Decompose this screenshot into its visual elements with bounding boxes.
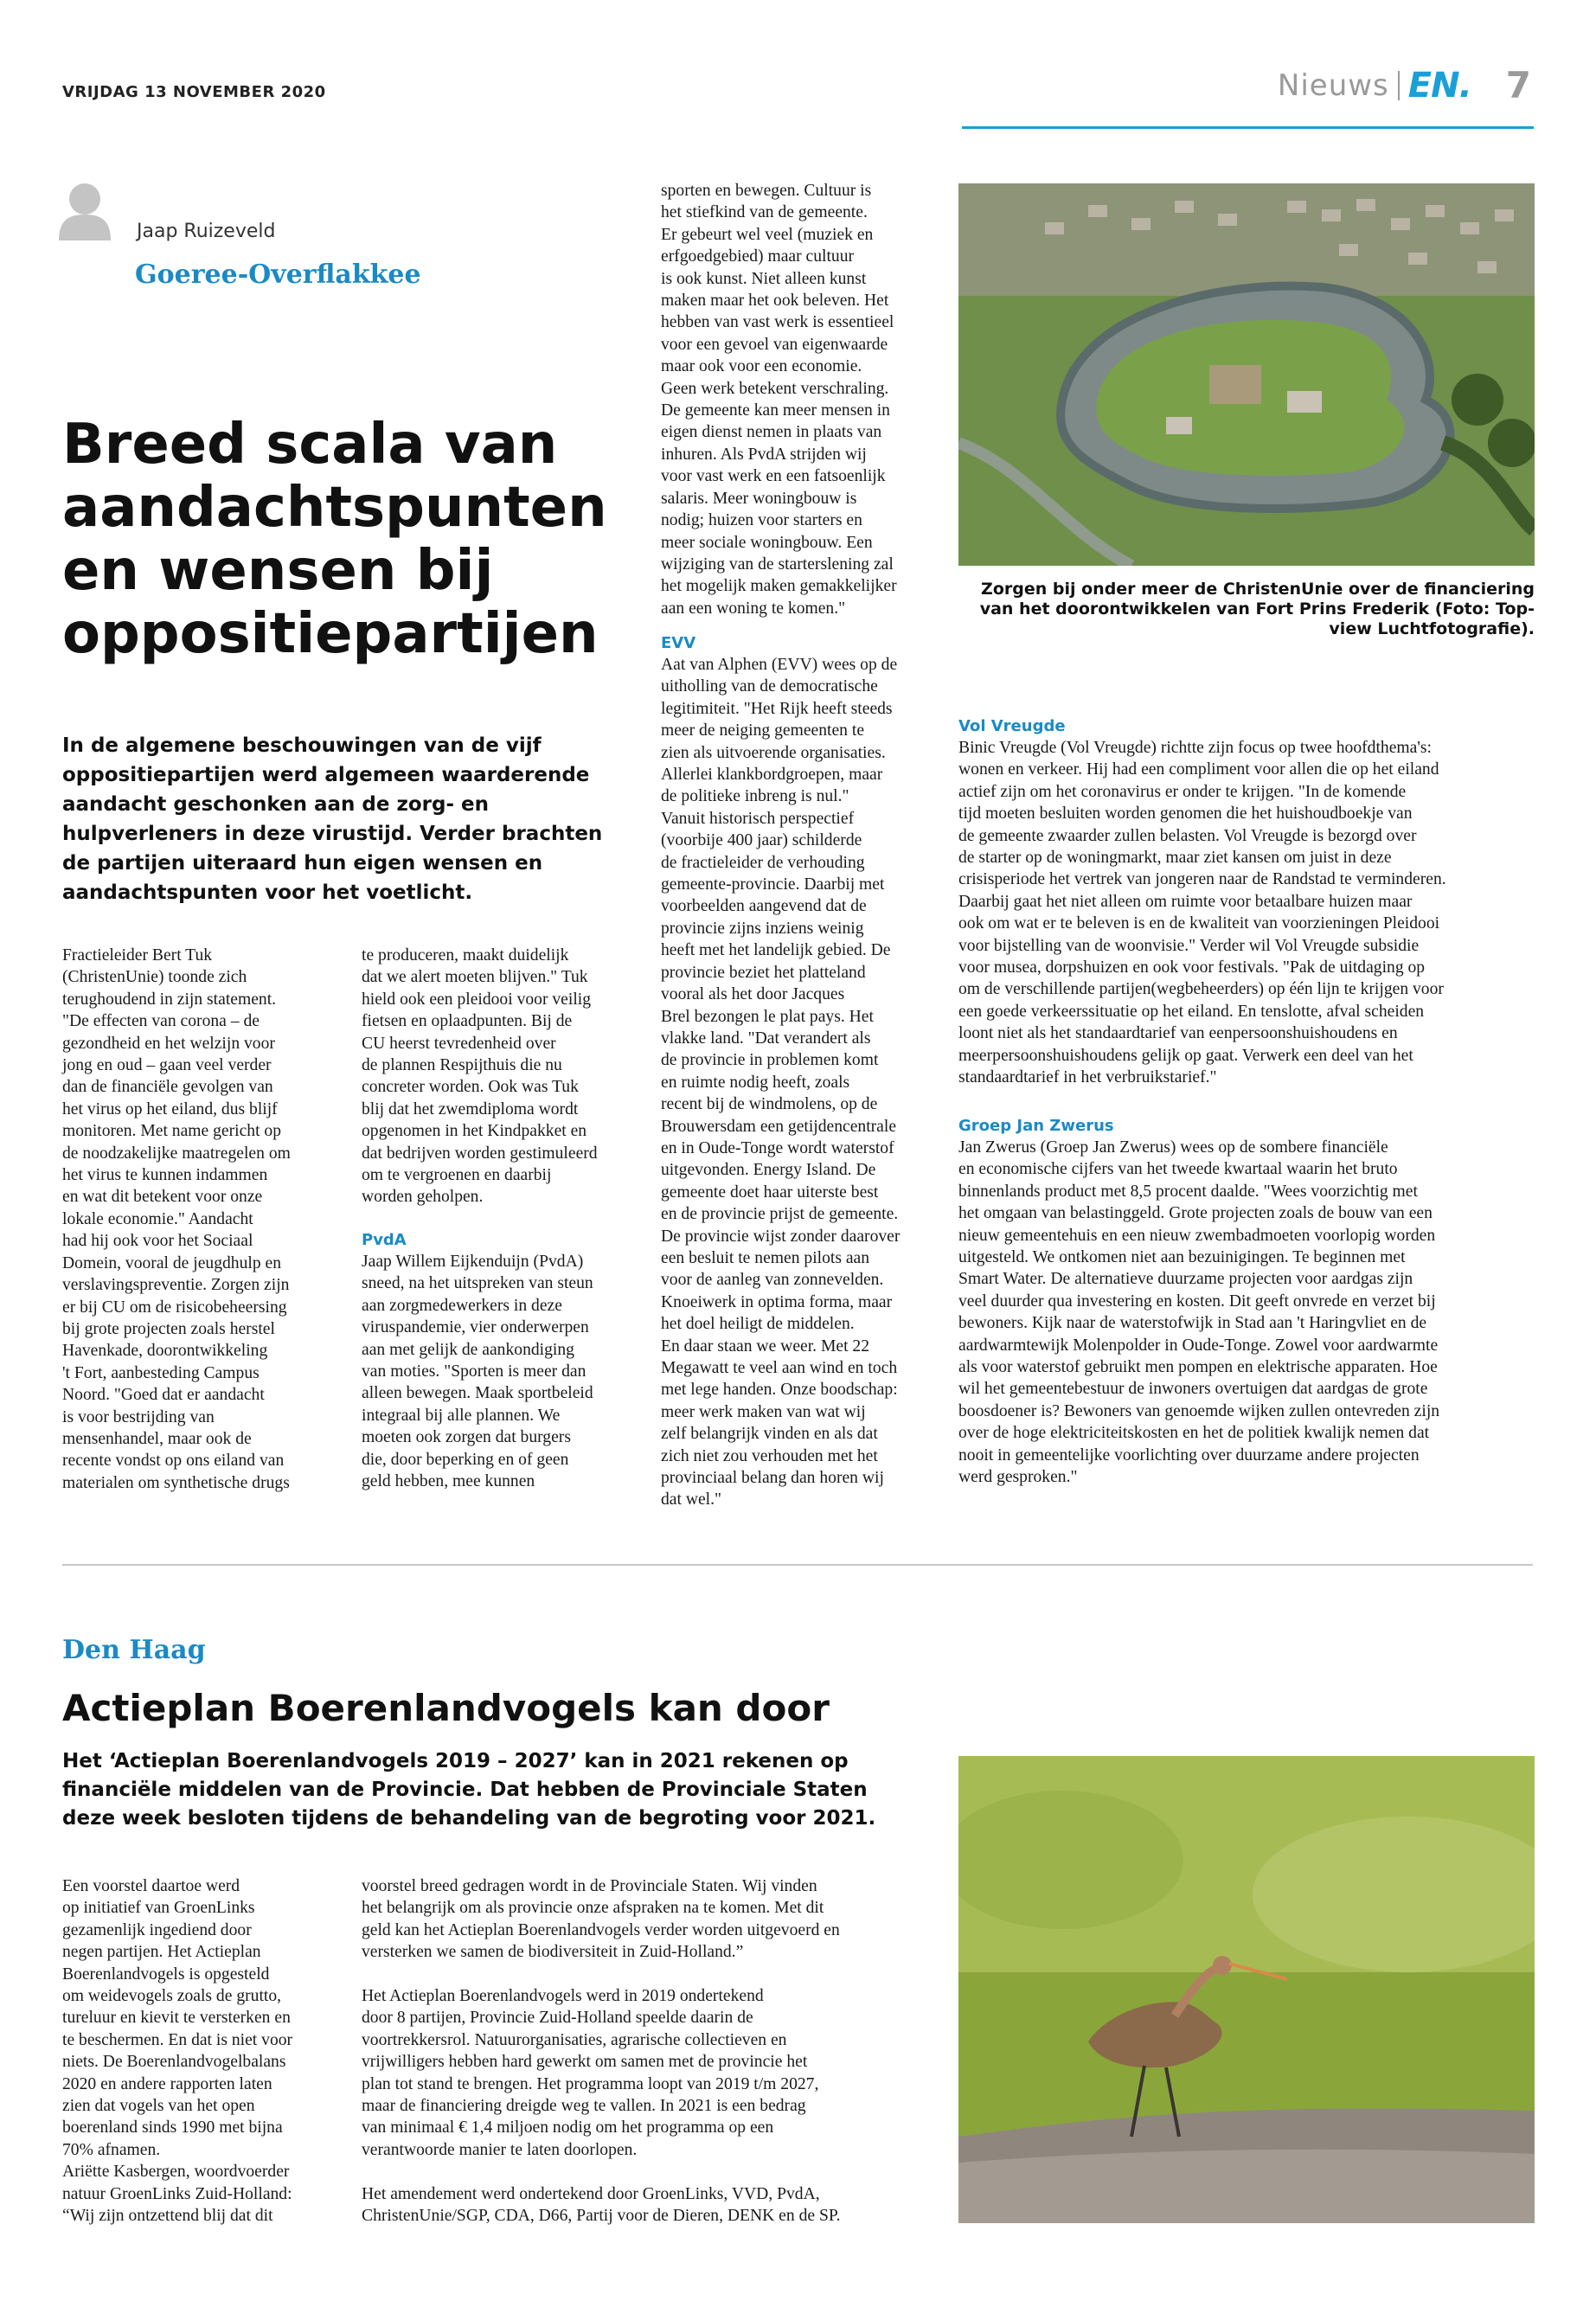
subheading-pvda: PvdA xyxy=(362,1231,407,1249)
masthead-separator xyxy=(1398,71,1400,100)
article-column-3a: sporten en bewegen. Cultuur is het stiefkind van de gemeente. Er gebeurt wel veel (muziek en erfgoedgebied) maar cultuur is ook kunst. Niet alleen kunst maken maar het ook beleven. Het hebben van vast werk is essentieel voor een gevoel van eigenwaarde maar ook voor een economie. Geen werk betekent verschraling. De gemeente kan meer mensen in eigen dienst nemen in plaats van inhuren. Als PvdA strijden wij voor vast werk en een fatsoenlijk salaris. Meer woningbouw is nodig; huizen voor starters en meer sociale woningbouw. Een wijziging van de starterslening zal het mogelijk maken gemakkelijker aan een woning te komen." xyxy=(661,182,897,618)
subheading-evv: EVV xyxy=(661,634,696,652)
article-column-2b: Jaap Willem Eijkenduijn (PvdA) sneed, na het uitspreken van steun aan zorgmedewerkers in deze viruspandemie, vier onderwerpen aan met gelijk de aankondiging van moties. "Sporten is meer dan alleen bewegen. Maak sportbeleid integraal bij alle plannen. We moeten ook zorgen dat burgers die, door beperking en of geen geld hebben, mee kunnen xyxy=(362,1253,593,1491)
masthead xyxy=(1278,64,1531,106)
article-column-4b: Jan Zwerus (Groep Jan Zwerus) wees op de sombere financiële en economische cijfers van het tweede kwartaal waarin het bruto binnenlands product met 8,5 procent daalde. "Wees voorzichtig met het omgaan van belastinggeld. Grote projecten zoals de bouw van een nieuw gemeentehuis en een nieuw zwembadmoeten voorlopig worden uitgesteld. We ontkomen niet aan bezuinigingen. Te beginnen met Smart Water. De alternatieve duurzame projecten voor aardgas zijn veel duurder qua investering en kosten. Dit geeft onvrede en verzet bij bewoners. Kijk naar de waterstofwijk in Stad aan 't Haringvliet en de aardwarmtewijk Molenpolder in Oude-Tonge. Zowel voor aardwarmte als voor waterstof gebruikt men pompen en elektrische apparaten. Hoe wil het gemeentebestuur de inwoners overtuigen dat aardgas de grote boosdoener is? Bewoners van genoemde wijken zullen ontevreden zijn over de hoge elektriciteitskosten en het de politiek kwalijk nemen dat nooit in gemeentelijke voorlichting over duurzame andere projecten werd gesproken." xyxy=(958,1138,1440,1487)
grutto-bird-photo xyxy=(958,1756,1535,2223)
region-label: Goeree-Overflakkee xyxy=(135,260,421,290)
article2-headline: Actieplan Boerenlandvogels kan door xyxy=(62,1687,830,1729)
section-label: Nieuws xyxy=(1277,67,1389,103)
article2-column-2: voorstel breed gedragen wordt in de Provinciale Staten. Wij vinden het belangrijk om als provincie onze afspraken na te komen. Met dit geld kan het Actieplan Boerenlandvogels verder worden uitgevoerd en versterken we samen de biodiversiteit in Zuid-Holland.” Het Actieplan Boerenlandvogels werd in 2019 ondertekend door 8 partijen, Provincie Zuid-Holland speelde daarin de voortrekkersrol. Natuurorganisaties, agrarische collectieven en vrijwilligers hebben hard gewerkt om samen met de provincie het plan tot stand te brengen. Het programma loopt van 2019 t/m 2027, maar de financiering dreigde weg te vallen. In 2021 is een bedrag van minimaal € 1,4 miljoen nodig om het programma op een verantwoorde manier te laten doorlopen. Het amendement werd ondertekend door GroenLinks, VVD, PvdA, ChristenUnie/SGP, CDA, D66, Partij voor de Dieren, DENK en de SP. xyxy=(362,1877,841,2226)
article-column-1: Fractieleider Bert Tuk (ChristenUnie) toonde zich terughoudend in zijn statement. "De effecten van corona – de gezondheid en het welzijn voor jong en oud – gaan veel verder dan de financiële gevolgen van het virus op het eiland, dus blijf monitoren. Met name gericht op de noodzakelijke maatregelen om het virus te kunnen indammen en wat dit betekent voor onze lokale economie." Aandacht had hij ook voor het Sociaal Domein, vooral de jeugdhulp en verslavingspreventie. Zorgen zijn er bij CU om de risicobeheersing bij grote projecten zoals herstel Havenkade, doorontwikkeling 't Fort, aanbesteding Campus Noord. "Goed dat er aandacht is voor bestrijding van mensenhandel, maar ook de recente vondst op ons eiland van materialen om synthetische drugs xyxy=(62,946,291,1492)
subheading-vol-vreugde: Vol Vreugde xyxy=(958,717,1066,735)
author-name: Jaap Ruizeveld xyxy=(137,221,276,242)
photo-caption: Zorgen bij onder meer de ChristenUnie over de financiering van het doorontwikkelen van Fort Prins Frederik (Foto: Top-view Luchtfotografie). xyxy=(979,580,1535,638)
article2-lead: Het ‘Actieplan Boerenlandvogels 2019 – 2027’ kan in 2021 rekenen op financiële middelen van de Provincie. Dat hebben de Provinciale Staten deze week besloten tijdens de behandeling van de begroting voor 2021. xyxy=(62,1750,876,1830)
region-label-2: Den Haag xyxy=(62,1635,206,1665)
subheading-groep-jan-zwerus: Groep Jan Zwerus xyxy=(958,1117,1114,1135)
header-rule xyxy=(962,126,1534,129)
page-number: 7 xyxy=(1505,64,1531,106)
article-divider xyxy=(62,1564,1533,1566)
author-avatar-icon xyxy=(59,182,111,240)
issue-date: VRIJDAG 13 NOVEMBER 2020 xyxy=(62,83,326,101)
article-column-2a: te produceren, maakt duidelijk dat we alert moeten blijven." Tuk hield ook een pleidooi voor veilig fietsen en oplaadpunten. Bij de CU heerst tevredenheid over de plannen Respijthuis die nu concreter worden. Ook was Tuk blij dat het zwemdiploma wordt opgenomen in het Kindpakket en dat bedrijven worden gestimuleerd om te vergroenen en daarbij worden geholpen. xyxy=(362,946,598,1207)
article2-column-1: Een voorstel daartoe werd op initiatief van GroenLinks gezamenlijk ingediend door negen partijen. Het Actieplan Boerenlandvogels is opgesteld om weidevogels zoals de grutto, tureluur en kievit te versterken en te beschermen. En dat is niet voor niets. De Boerenlandvogelbalans 2020 en andere rapporten laten zien dat vogels van het open boerenland sinds 1990 met bijna 70% afnamen. Ariëtte Kasbergen, woordvoerder natuur GroenLinks Zuid-Holland: “Wij zijn ontzettend blij dat dit xyxy=(62,1877,293,2226)
article-lead: In de algemene beschouwingen van de vijf oppositiepartijen werd algemeen waarderende aandacht geschonken aan de zorg- en hulpverleners in deze virustijd. Verder brachten de partijen uiteraard hun eigen wensen en aandachtspunten voor het voetlicht. xyxy=(62,734,603,904)
article-column-3b: Aat van Alphen (EVV) wees op de uitholling van de democratische legitimiteit. "Het Rijk heeft steeds meer de neiging gemeenten te zien als uitvoerende organisaties. Allerlei klankbordgroepen, maar de politieke inbreng is nul." Vanuit historisch perspectief (voorbije 400 jaar) schilderde de fractieleider de verhouding gemeente-provincie. Daarbij met voorbeelden aangevend dat de provincie zijns inziens weinig heeft met het landelijk gebied. De provincie beziet het platteland vooral als het door Jacques Brel bezongen le plat pays. Het vlakke land. "Dat verandert als de provincie in problemen komt en ruimte nodig heeft, zoals recent bij de windmolens, op de Brouwersdam een getijdencentrale en in Oude-Tonge wordt waterstof uitgevonden. Energy Island. De gemeente doet haar uiterste best en de provincie prijst de gemeente. De provincie wijst zonder daarover een besluit te nemen pilots aan voor de aanleg van zonnevelden. Knoeiwerk in optima forma, maar het doel heiligt de middelen. En daar staan we weer. Met 22 Megawatt te veel aan wind en toch met lege handen. Onze boodschap: meer werk maken van wat wij zelf belangrijk vinden en als dat zich niet zou verhouden met het provinciaal belang dan horen wij dat wel." xyxy=(661,656,901,1509)
article-column-4a: Binic Vreugde (Vol Vreugde) richtte zijn focus op twee hoofdthema's: wonen en verkeer. Hij had een compliment voor allen die op het eiland actief zijn om het coronavirus er onder te krijgen. "In de komende tijd moeten besluiten worden genomen die het huishoudboekje van de gemeente zwaarder zullen belasten. Vol Vreugde is bezorgd over de starter op de woningmarkt, maar ziet kansen om juist in deze crisisperiode het vertrek van jongeren naar de Randstad te verminderen. Daarbij gaat het niet alleen om ruimte voor betaalbare huizen maar ook om wat er te beleven is en de kwaliteit van voorzieningen Pleidooi voor bijstelling van de woonvisie." Verder wil Vol Vreugde subsidie voor musea, dorpshuizen en ook voor festivals. "Pak de uitdaging op om de verschillende partijen(wegbeheerders) op één lijn te krijgen voor een goede verkeerssituatie op het eiland. En tenslotte, afval scheiden loont niet als het standaardtarief van eenpersoonshuishoudens en meerpersoonshuishoudens gelijk op gaat. Verwerk een deel van het standaardtarief in het verbruikstarief." xyxy=(958,739,1446,1087)
newspaper-logo: EN. xyxy=(1407,65,1471,106)
fort-aerial-photo xyxy=(958,183,1535,566)
article-headline: Breed scala van aandachtspunten en wensen bij oppositiepartijen xyxy=(62,413,607,666)
